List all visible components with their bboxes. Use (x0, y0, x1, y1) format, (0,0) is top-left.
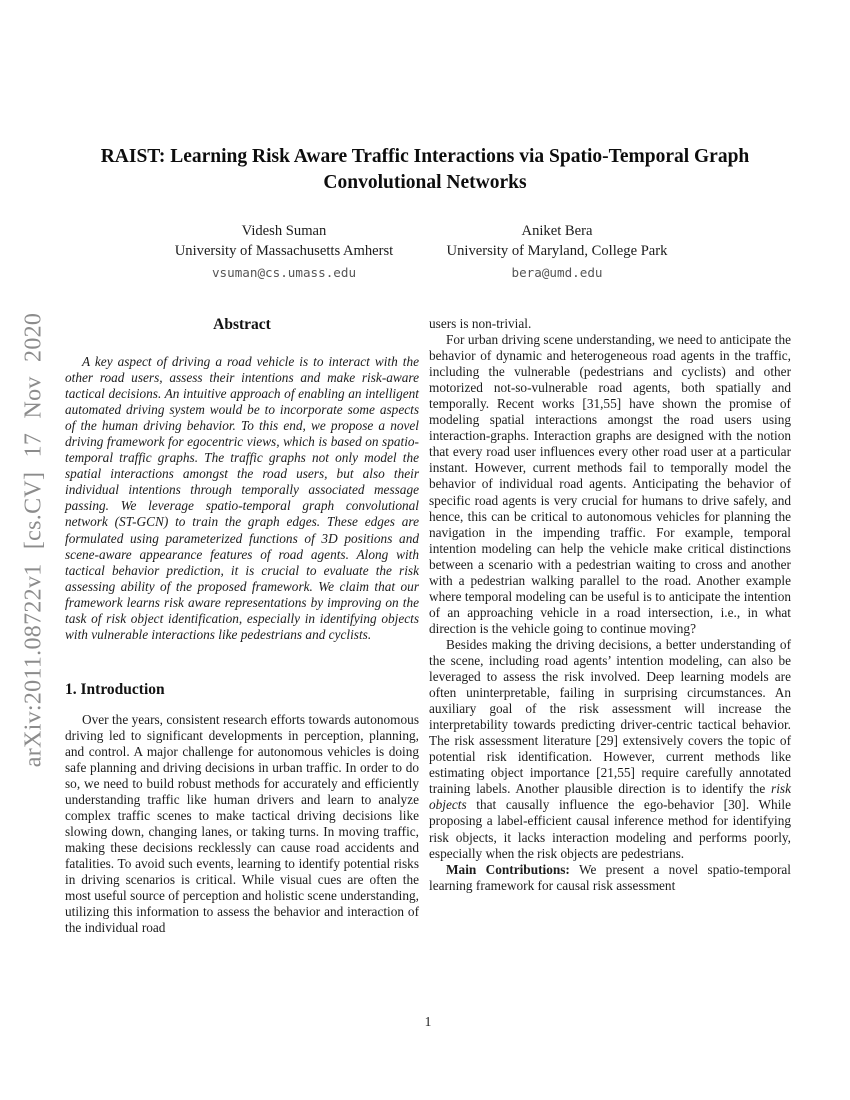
left-column (65, 316, 419, 937)
author-name: Videsh Suman (241, 223, 327, 239)
page-number: 1 (424, 1014, 432, 1029)
author-email: vsuman@cs.umass.edu (211, 265, 357, 280)
introduction-paragraph-3 (429, 637, 791, 862)
arxiv-watermark: arXiv:2011.08722v1 [cs.CV] 17 Nov 2020 (20, 312, 47, 768)
introduction-paragraph-1-continued: users is non-trivial. (429, 316, 532, 331)
author-email: bera@umd.edu (511, 265, 603, 280)
abstract-text: A key aspect of driving a road vehicle is to interact with the other road users, assess their intentions and make risk-aware tactical decisions. An intuitive approach of enabling an intelligent automated driving system would be to incorporate some aspects of the human driving behavior. To this end, we propose a novel driving framework for egocentric views, which is based on spatio-temporal traffic graphs. The traffic graphs not only model the spatial interactions amongst the road users, but also their individual intentions through temporally associated message passing. We leverage spatio-temporal graph convolutional network (ST-GCN) to train the graph edges. These edges are formulated using parameterized functions of 3D positions and scene-aware appearance features of road agents. Along with tactical behavior prediction, it is crucial to evaluate the risk assessing ability of the proposed framework. We claim that our framework learns risk aware representations by improving on the task of risk object identification, especially in identifying objects with vulnerable interactions like pedestrians and cyclists. (65, 354, 419, 642)
introduction-paragraph-4 (429, 862, 791, 894)
author-block-1 (175, 221, 393, 281)
paper-title-line1: RAIST: Learning Risk Aware Traffic Interactions via Spatio-Temporal Graph (100, 146, 750, 167)
paper-title (0, 144, 850, 196)
paper-title-line2: Convolutional Networks (323, 172, 527, 193)
introduction-paragraph-1: Over the years, consistent research efforts towards autonomous driving led to significant developments in perception, planning, and control. A major challenge for autonomous vehicles is doing safe planning and driving decisions in urban traffic. In order to do so, we need to build robust methods for accurately and efficiently understanding traffic like human drivers and learn to analyze complex traffic scenes to make tactical driving decisions like slowing down, changing lanes, or taking turns. In moving traffic, making these decisions recklessly can cause road accidents and fatalities. To avoid such events, learning to identify potential risks in driving scenarios is critical. While visual cues are often the most useful source of perception and holistic scene understanding, utilizing this information to assess the behavior and interaction of the individual road (65, 711, 419, 936)
author-name: Aniket Bera (521, 223, 593, 239)
author-affiliation: University of Maryland, College Park (446, 243, 668, 259)
section-heading-introduction: 1. Introduction (65, 680, 165, 698)
risk-objects-emphasis: risk objects (429, 781, 791, 813)
introduction-paragraph-2: For urban driving scene understanding, we need to anticipate the behavior of dynamic and heterogeneous road agents in the traffic, including the vulnerable (pedestrians and cyclists) and other motorized not-so-vulnerable road agents, both spatially and temporally. Recent works [31,55] have shown the promise of modeling spatial interactions amongst the road users using interaction-graphs. Interaction graphs are designed with the notion that every road user influences every other road user at a particular instant. However, current methods fail to temporally model the behavior of individual road agents. Anticipating the behavior of specific road agents is very crucial for humans to drive safely, and hence, this can be critical to autonomous vehicles for planning the navigation in the impending traffic. For example, temporal intention modeling can help the vehicle make critical distinctions between a scenario with a pedestrian waiting to cross and another with a pedestrian walking parallel to the road. Another example where temporal modeling can be useful is to anticipate the intention of an approaching vehicle in a road intersection, i.e., in what direction is the vehicle going to continue moving? (429, 332, 791, 636)
author-affiliation: University of Massachusetts Amherst (174, 243, 394, 259)
main-contributions-text: We present a novel spatio-temporal learning framework for causal risk assessment (429, 861, 791, 893)
right-column (429, 316, 791, 894)
author-block-2 (447, 221, 668, 281)
main-contributions-label: Main Contributions: (446, 861, 570, 877)
paragraph-3-text: Besides making the driving decisions, a better understanding of the scene, including road agents’ intention modeling, can also be leveraged to assess the risk involved. Deep learning models are often uninterpretable, failing in surprising circumstances. An auxiliary goal of the risk assessment will increase the interpretability towards predicting driver-centric tactical behavior. The risk assessment literature [29] extensively covers the topic of potential risk identification. However, current methods like estimating object importance [21,55] require carefully annotated training labels. Another plausible direction is to identify the (429, 636, 791, 797)
abstract-heading: Abstract (213, 316, 271, 333)
paragraph-3-text-continued: that causally influence the ego-behavior [30]. While proposing a label-efficient causal inference method for identifying risk objects, it lacks interaction modeling and performs poorly, especially when the risk objects are pedestrians. (429, 797, 791, 861)
